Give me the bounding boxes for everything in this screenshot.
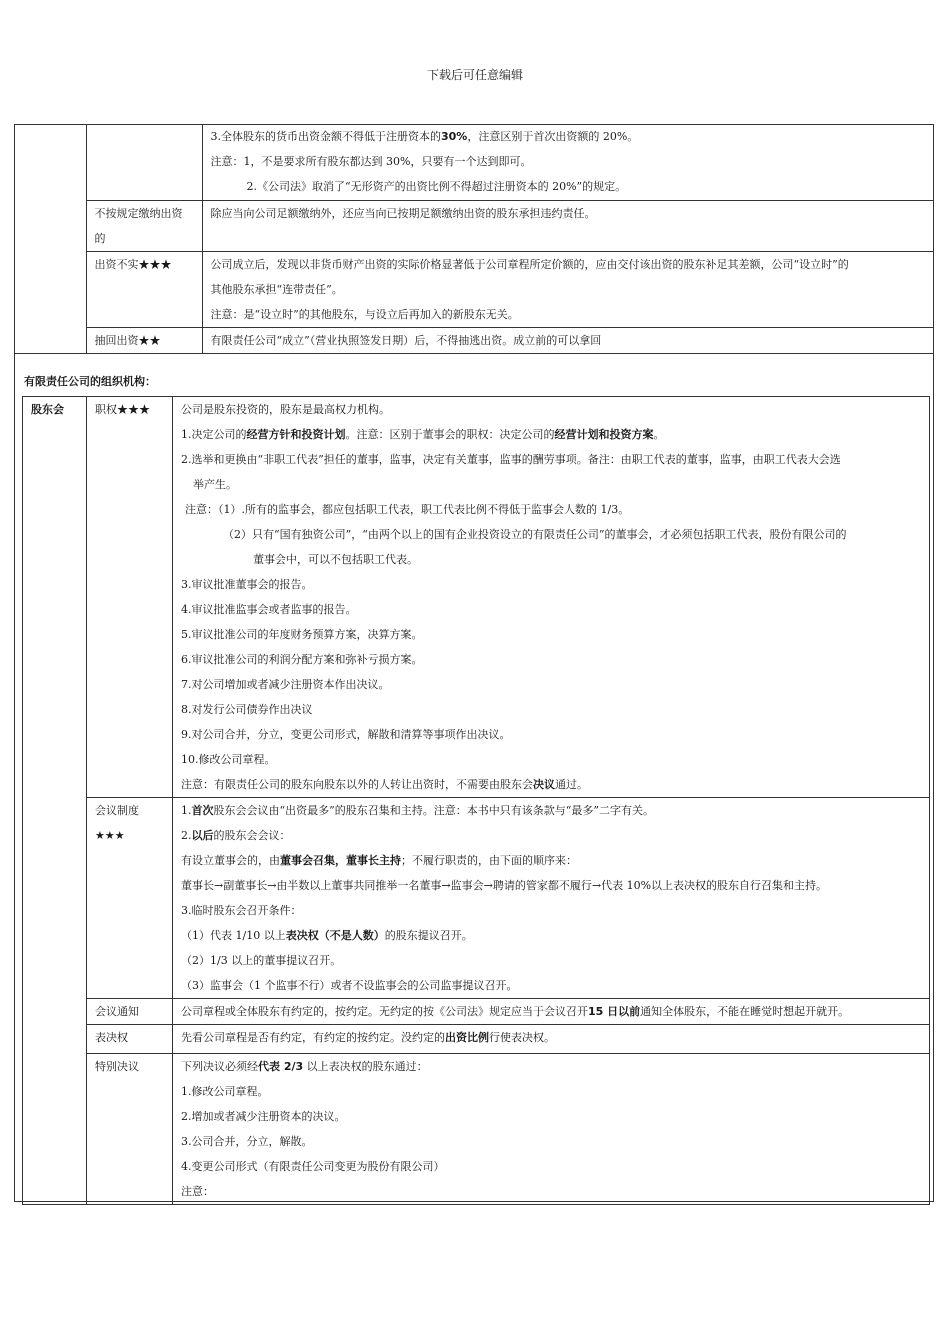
page-header: 下载后可任意编辑 bbox=[426, 68, 523, 82]
note-line: 2.《公司法》取消了“无形资产的出资比例不得超过注册资本的 20%”的规定。 bbox=[246, 180, 627, 193]
table-row bbox=[23, 999, 930, 1025]
row-label: 抽回出资★★ bbox=[86, 328, 202, 354]
table-row bbox=[23, 798, 930, 999]
table-row bbox=[14, 328, 934, 354]
table-row bbox=[14, 201, 934, 252]
org-table bbox=[22, 396, 930, 1205]
row-label bbox=[86, 124, 202, 201]
table-row bbox=[23, 397, 930, 798]
row-content: 1.首次股东会会议由“出资最多”的股东召集和主持。注意：本书中只有该条款与“最多”二字有关。 2.以后的股东会会议： 有设立董事会的，由董事会召集，董事长主持；不履行职责的，由下面的顺序来： 董事长→副董事长→由半数以上董事共同推举一名董事→监事会→聘请的管家都不履行→代表 10%以上表决权的股东自行召集和主持。 3.临时股东会召开条件： （1）代表 1/10 以上表决权（不是人数）的股东提议召开。 （2）1/3 以上的董事提议召开。 （3）监事会（1 个监事不行）或者不设监事会的公司监事提议召开。 bbox=[173, 798, 930, 999]
capital-table bbox=[14, 124, 934, 354]
table-row bbox=[14, 252, 934, 328]
row-content: 3.全体股东的货币出资金额不得低于注册资本的30%，注意区别于首次出资额的 20%。 注意：1，不是要求所有股东都达到 30%，只要有一个达到即可。 2.《公司法》取消了“无形资产的出资比例不得超过注册资本的 20%”的规定。 bbox=[202, 124, 934, 201]
row-label: 会议制度 ★★★ bbox=[87, 798, 173, 999]
table-row bbox=[23, 1025, 930, 1054]
row-label: 特别决议 bbox=[87, 1054, 173, 1205]
row-content: 公司是股东投资的，股东是最高权力机构。 1.决定公司的经营方针和投资计划。注意：区别于董事会的职权：决定公司的经营计划和投资方案。 2.选举和更换由“非职工代表”担任的董事，监事，决定有关董事，监事的酬劳事项。备注：由职工代表的董事，监事，由职工代表大会选 举产生。 注意：（1）.所有的监事会，都应包括职工代表，职工代表比例不得低于监事会人数的 1/3。 （2）只有“国有独资公司”，“由两个以上的国有企业投资设立的有限责任公司”的董事会，才必须包括职工代表，股份有限公司的 董事会中，可以不包括职工代表。 3.审议批准董事会的报告。 4.审议批准监事会或者监事的报告。 5.审议批准公司的年度财务预算方案，决算方案。 6.审议批准公司的利润分配方案和弥补亏损方案。 7.对公司增加或者减少注册资本作出决议。 8.对发行公司债券作出决议 9.对公司合并，分立，变更公司形式，解散和清算等事项作出决议。 10.修改公司章程。 注意：有限责任公司的股东向股东以外的人转让出资时，不需要由股东会决议通过。 bbox=[173, 397, 930, 798]
note-line: 注意：1，不是要求所有股东都达到 30%，只要有一个达到即可。 bbox=[210, 155, 532, 168]
table-row bbox=[14, 124, 934, 201]
row-content: 有限责任公司“成立”（营业执照签发日期）后，不得抽逃出资。成立前的可以拿回 bbox=[202, 328, 934, 354]
row-content: 下列决议必须经代表 2/3 以上表决权的股东通过： 1.修改公司章程。 2.增加或者减少注册资本的决议。 3.公司合并，分立，解散。 4.变更公司形式（有限责任公司变更为股份有限公司） 注意： bbox=[173, 1054, 930, 1205]
row-content: 先看公司章程是否有约定，有约定的按约定。没约定的出资比例行使表决权。 bbox=[173, 1025, 930, 1054]
row-label: 职权★★★ bbox=[87, 397, 173, 798]
row-content: 除应当向公司足额缴纳外，还应当向已按期足额缴纳出资的股东承担违约责任。 bbox=[202, 201, 934, 252]
row-content: 公司成立后，发现以非货币财产出资的实际价格显著低于公司章程所定价额的，应由交付该出资的股东补足其差额，公司“设立时”的 其他股东承担“连带责任”。 注意：是“设立时”的其他股东，与设立后再加入的新股东无关。 bbox=[202, 252, 934, 328]
row-label: 会议通知 bbox=[87, 999, 173, 1025]
row-content: 公司章程或全体股东有约定的，按约定。无约定的按《公司法》规定应当于会议召开15 日以前通知全体股东，不能在睡觉时想起开就开。 bbox=[173, 999, 930, 1025]
body-label: 股东会 bbox=[31, 403, 64, 416]
row-label: 出资不实★★★ bbox=[86, 252, 202, 328]
empty-cell bbox=[14, 124, 86, 354]
row-label: 不按规定缴纳出资 的 bbox=[86, 201, 202, 252]
body-label-cell bbox=[23, 397, 87, 1205]
section-title: 有限责任公司的组织机构： bbox=[24, 375, 156, 388]
table-row bbox=[23, 1054, 930, 1205]
row-label: 表决权 bbox=[87, 1025, 173, 1054]
